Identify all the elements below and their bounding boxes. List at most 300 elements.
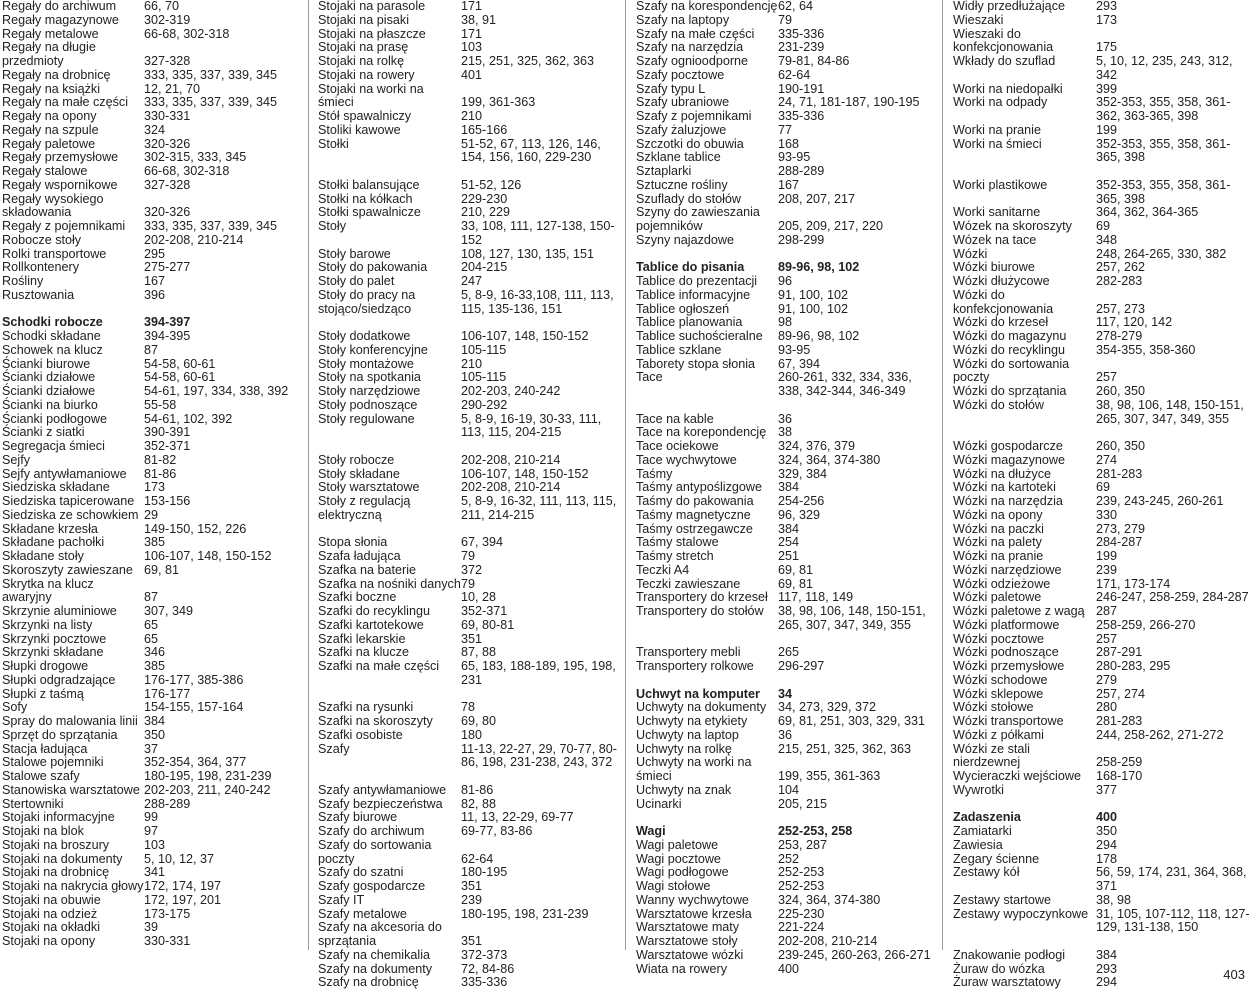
index-term: Taśmy stretch [636, 549, 714, 563]
index-term: Wózki podnoszące [953, 645, 1059, 660]
index-term: Wózki do sortowania poczty [953, 356, 1070, 385]
index-entry [2, 908, 302, 922]
index-pages: 302-319 [144, 12, 191, 27]
index-term: Szafy do sortowania poczty [318, 837, 432, 866]
index-pages: 244, 258-262, 271-272 [1096, 727, 1224, 742]
index-pages: 171 [461, 0, 483, 13]
index-term: Wózki dłużycowe [953, 274, 1050, 288]
index-pages: 67, 394 [778, 356, 821, 371]
index-term: Szafki kartotekowe [318, 617, 424, 632]
index-entry [953, 330, 1248, 344]
index-entry [636, 509, 936, 523]
index-entry [2, 14, 302, 28]
index-pages: 327-328 [144, 177, 191, 192]
index-pages: 324, 376, 379 [778, 439, 856, 453]
index-term: Siedziska ze schowkiem [2, 507, 139, 522]
index-term: Uchwyty na etykiety [636, 714, 748, 728]
index-entry [318, 619, 618, 633]
index-entry [2, 468, 302, 482]
index-pages: 165-166 [461, 122, 508, 137]
index-term: Regały przemysłowe [2, 150, 119, 165]
index-pages: 298-299 [778, 232, 825, 247]
index-pages: 294 [1096, 975, 1118, 990]
index-entry [636, 41, 936, 55]
index-pages: 173 [144, 480, 166, 495]
index-pages: 81-86 [144, 466, 177, 481]
index-pages: 372-373 [461, 947, 508, 962]
index-pages: 208, 207, 217 [778, 191, 856, 206]
index-pages: 279 [1096, 672, 1118, 687]
index-entry [318, 921, 618, 949]
index-entry [2, 550, 302, 564]
index-entry [636, 151, 936, 165]
index-entry [636, 179, 936, 193]
index-term: Zamiatarki [953, 824, 1012, 838]
index-entry [636, 591, 936, 605]
index-term: Worki na odpady [953, 95, 1048, 110]
index-pages: 290-292 [461, 397, 508, 412]
index-term: Tablice do pisania [636, 260, 745, 275]
index-entry [2, 536, 302, 550]
index-entry [2, 715, 302, 729]
index-entry [318, 55, 618, 69]
index-pages: 62, 64 [778, 0, 814, 13]
index-term: Szczotki do obuwia [636, 136, 744, 151]
index-pages: 69, 81 [144, 562, 180, 577]
index-entry [2, 248, 302, 262]
index-pages: 96, 329 [778, 507, 821, 522]
index-pages: 54-58, 60-61 [144, 370, 216, 385]
index-term: Szafy na drobnicę [318, 975, 419, 990]
index-pages: 352-371 [144, 439, 191, 453]
index-term: Wózek na skoroszyty [953, 219, 1072, 233]
index-pages: 324, 364, 374-380 [778, 892, 881, 907]
index-entry [318, 976, 618, 990]
index-pages: 202-208, 210-214 [144, 232, 244, 247]
index-term: Skrzynie aluminiowe [2, 604, 117, 618]
index-pages: 89-96, 98, 102 [778, 260, 860, 275]
index-pages: 280-283, 295 [1096, 659, 1171, 673]
index-term: Szafy antywłamaniowe [318, 782, 447, 797]
index-entry [318, 275, 618, 289]
index-entry [318, 481, 618, 495]
index-term: Regały stalowe [2, 164, 88, 178]
index-entry [2, 151, 302, 165]
index-entry [953, 646, 1248, 660]
index-entry [318, 454, 618, 468]
index-pages: 385 [144, 535, 166, 550]
index-entry [2, 289, 302, 303]
index-term: Stoły robocze [318, 452, 395, 467]
index-entry [2, 578, 302, 606]
index-entry [2, 454, 302, 468]
index-entry [953, 55, 1248, 83]
index-pages: 333, 335, 337, 339, 345 [144, 67, 278, 82]
index-term: Szafy na korespondencję [636, 0, 778, 13]
index-entry [318, 880, 618, 894]
index-entry [2, 674, 302, 688]
index-term: Sprzęt do sprzątania [2, 727, 118, 742]
index-pages: 248, 264-265, 330, 382 [1096, 246, 1227, 261]
index-entry [318, 468, 618, 482]
index-pages: 38, 98, 106, 148, 150-151, 265, 307, 347, 349, 355 [778, 604, 926, 632]
index-entry [2, 165, 302, 179]
index-term: Wózki transportowe [953, 714, 1064, 728]
index-term: Ucinarki [636, 796, 682, 811]
index-pages: 205, 215 [778, 796, 828, 811]
index-pages: 171, 173-174 [1096, 576, 1171, 591]
index-pages: 96 [778, 274, 793, 288]
index-pages: 38, 91 [461, 12, 497, 27]
index-term: Wózki na narzędzia [953, 494, 1063, 508]
index-term: Skoroszyty zawieszane [2, 562, 133, 577]
index-entry [953, 633, 1248, 647]
index-term: Stanowiska warsztatowe [2, 782, 140, 797]
index-entry [953, 509, 1248, 523]
index-entry [953, 358, 1248, 386]
index-pages: 229-230 [461, 191, 508, 206]
index-entry [318, 344, 618, 358]
index-term: Szafy na akcesoria do sprzątania [318, 920, 442, 948]
index-entry [953, 688, 1248, 702]
index-term: Tace wychwytowe [636, 452, 737, 467]
index-entry [2, 756, 302, 770]
index-pages: 99 [144, 810, 159, 825]
index-pages: 335-336 [778, 26, 825, 41]
index-term: Szafy typu L [636, 81, 706, 96]
section-gap [636, 674, 936, 688]
index-pages: 324 [144, 122, 166, 137]
index-entry [318, 110, 618, 124]
index-term: Uchwyty na laptop [636, 727, 739, 742]
index-entry [636, 234, 936, 248]
index-entry [2, 866, 302, 880]
index-pages: 265 [778, 645, 800, 660]
index-entry [2, 234, 302, 248]
index-pages: 65, 183, 188-189, 195, 198, 231 [461, 659, 616, 687]
index-term: Składane krzesła [2, 521, 98, 536]
index-entry [953, 523, 1248, 537]
index-term: Szafy na dokumenty [318, 961, 433, 976]
index-entry [318, 179, 618, 193]
index-term: Ścianki działowe [2, 370, 96, 385]
index-term: Składane pachołki [2, 535, 105, 550]
index-pages: 69, 81 [778, 562, 814, 577]
index-entry [2, 729, 302, 743]
index-term: Szafki boczne [318, 590, 397, 605]
index-pages: 190-191 [778, 81, 825, 96]
index-pages: 66, 70 [144, 0, 180, 13]
index-term: Szafy ubraniowe [636, 95, 730, 110]
index-term: Szafy na laptopy [636, 12, 730, 27]
index-entry [318, 605, 618, 619]
index-term: Regały na drobnicę [2, 67, 111, 82]
index-term: Regały wspornikowe [2, 177, 118, 192]
index-pages: 106-107, 148, 150-152 [144, 549, 272, 563]
index-pages: 65 [144, 617, 159, 632]
index-term: Wózki do sprzątania [953, 384, 1067, 398]
index-pages: 385 [144, 659, 166, 673]
index-column-1 [2, 0, 302, 949]
index-entry [318, 591, 618, 605]
index-term: Sejfy antywłamaniowe [2, 466, 127, 481]
index-pages: 89-96, 98, 102 [778, 329, 860, 343]
index-entry [318, 124, 618, 138]
index-term: Regały magazynowe [2, 12, 119, 27]
index-pages: 39 [144, 920, 159, 935]
index-term: Taśmy antypoślizgowe [636, 480, 762, 495]
index-entry [953, 138, 1248, 179]
index-pages: 282-283 [1096, 274, 1143, 288]
index-entry [2, 96, 302, 110]
index-pages: 352-371 [461, 604, 508, 618]
index-term: Taborety stopa słonia [636, 356, 756, 371]
index-term: Stertowniki [2, 796, 64, 811]
index-term: Stojaki na płaszcze [318, 26, 426, 41]
index-term: Stojaki na rowery [318, 67, 415, 82]
index-pages: 54-61, 197, 334, 338, 392 [144, 384, 289, 398]
index-term: Stoły regulowane [318, 411, 415, 426]
index-term: Wózki biurowe [953, 260, 1035, 275]
index-entry [636, 495, 936, 509]
index-pages: 202-208, 210-214 [778, 934, 878, 948]
index-pages: 296-297 [778, 659, 825, 673]
index-pages: 221-224 [778, 920, 825, 935]
index-entry [318, 784, 618, 798]
index-pages: 350 [1096, 824, 1118, 838]
index-pages: 251 [778, 549, 800, 563]
index-entry [636, 193, 936, 207]
index-pages: 36 [778, 411, 793, 426]
index-entry [318, 536, 618, 550]
index-pages: 91, 100, 102 [778, 287, 849, 302]
index-term: Wieszaki do konfekcjonowania [953, 26, 1054, 55]
index-pages: 352-353, 355, 358, 361-365, 398 [1096, 136, 1231, 165]
index-term: Skrzynki składane [2, 645, 104, 660]
index-pages: 335-336 [778, 109, 825, 123]
index-term: Regały do archiwum [2, 0, 117, 13]
index-pages: 384 [778, 521, 800, 536]
index-pages: 350 [144, 727, 166, 742]
index-term: Sztuczne rośliny [636, 177, 728, 192]
index-pages: 175 [1096, 40, 1118, 55]
index-pages: 288-289 [778, 164, 825, 178]
index-term: Szafy biurowe [318, 810, 398, 825]
index-pages: 67, 394 [461, 535, 504, 550]
index-entry [953, 949, 1248, 963]
index-entry [953, 963, 1248, 977]
index-pages: 117, 118, 149 [778, 590, 854, 605]
index-entry [636, 523, 936, 537]
index-entry [318, 963, 618, 977]
index-term: Wkłady do szuflad [953, 54, 1056, 68]
index-entry [636, 358, 936, 372]
index-pages: 5, 10, 12, 37 [144, 851, 215, 866]
index-pages: 87 [144, 590, 159, 605]
index-term: Schodki robocze [2, 315, 103, 330]
index-pages: 54-61, 102, 392 [144, 411, 233, 426]
index-pages: 173 [1096, 12, 1118, 27]
index-entry [2, 880, 302, 894]
index-entry [636, 316, 936, 330]
index-entry [953, 385, 1248, 399]
index-pages: 210 [461, 356, 483, 371]
index-term: Szafki osobiste [318, 727, 403, 742]
index-entry [636, 756, 936, 784]
index-pages: 327-328 [144, 54, 191, 68]
index-term: Szafy IT [318, 892, 365, 907]
index-term: Ścianki podłogowe [2, 411, 108, 426]
index-pages: 5, 8-9, 16-33,108, 111, 113, 115, 135-136, 151 [461, 287, 614, 316]
index-entry [953, 839, 1248, 853]
index-pages: 202-208, 210-214 [461, 452, 561, 467]
index-term: Worki na niedopałki [953, 81, 1063, 96]
index-term: Segregacja śmieci [2, 439, 105, 453]
index-entry [953, 28, 1248, 56]
index-term: Uchwyt na komputer [636, 686, 760, 701]
index-term: Stalowe szafy [2, 769, 80, 783]
index-entry [636, 303, 936, 317]
index-entry [636, 963, 936, 977]
index-term: Szafy do archiwum [318, 824, 425, 838]
index-entry [953, 894, 1248, 908]
index-pages: 69 [1096, 219, 1111, 233]
index-term: Regały metalowe [2, 26, 99, 41]
index-entry [636, 206, 936, 234]
index-entry [636, 289, 936, 303]
index-term: Uchwyty na znak [636, 782, 732, 797]
index-term: Wózki do konfekcjonowania [953, 287, 1054, 316]
index-term: Wózki z półkami [953, 727, 1044, 742]
index-term: Stojaki na nakrycia głowy [2, 879, 144, 893]
index-term: Zadaszenia [953, 810, 1021, 825]
index-pages: 257, 273 [1096, 301, 1146, 316]
index-entry [953, 83, 1248, 97]
index-entry [318, 206, 618, 220]
index-entry [2, 564, 302, 578]
index-pages: 106-107, 148, 150-152 [461, 329, 589, 343]
index-entry [318, 949, 618, 963]
index-entry [318, 193, 618, 207]
index-pages: 153-156 [144, 494, 191, 508]
index-pages: 324, 364, 374-380 [778, 452, 881, 467]
index-pages: 24, 71, 181-187, 190-195 [778, 95, 920, 110]
index-entry [953, 344, 1248, 358]
index-entry [953, 550, 1248, 564]
index-pages: 320-326 [144, 205, 191, 220]
index-term: Sztaplarki [636, 164, 692, 178]
index-term: Stojaki na prasę [318, 40, 409, 55]
index-term: Stoły dodatkowe [318, 329, 411, 343]
index-entry [636, 454, 936, 468]
index-pages: 38, 98 [1096, 892, 1132, 907]
section-gap [636, 248, 936, 262]
index-pages: 295 [144, 246, 166, 261]
index-term: Rusztowania [2, 287, 75, 302]
index-pages: 11, 13, 22-29, 69-77 [461, 810, 574, 825]
index-pages: 274 [1096, 452, 1118, 467]
index-term: Szafy bezpieczeństwa [318, 796, 443, 811]
index-entry [953, 96, 1248, 124]
index-entry [318, 646, 618, 660]
index-pages: 34 [778, 686, 793, 701]
index-term: Wywrotki [953, 782, 1004, 797]
index-entry [318, 399, 618, 413]
index-entry [953, 179, 1248, 207]
index-term: Szafki na klucze [318, 645, 409, 660]
index-entry [636, 28, 936, 42]
index-entry [2, 481, 302, 495]
index-pages: 239-245, 260-263, 266-271 [778, 947, 931, 962]
index-pages: 93-95 [778, 150, 811, 165]
index-term: Stoły warsztatowe [318, 480, 420, 495]
index-term: Szafki na małe części [318, 659, 440, 673]
index-term: Stoły konferencyjne [318, 342, 428, 357]
index-pages: 178 [1096, 851, 1118, 866]
index-entry [2, 523, 302, 537]
index-term: Wózki na paczki [953, 521, 1044, 536]
index-entry [953, 674, 1248, 688]
index-entry [953, 825, 1248, 839]
index-entry [318, 866, 618, 880]
index-pages: 257, 274 [1096, 686, 1146, 701]
index-entry [636, 426, 936, 440]
index-term: Stołki spawalnicze [318, 205, 421, 220]
index-pages: 199 [1096, 549, 1118, 563]
index-entry [636, 715, 936, 729]
index-entry [2, 399, 302, 413]
index-entry [318, 660, 618, 701]
index-entry [2, 193, 302, 221]
index-term: Wózki na pranie [953, 549, 1044, 563]
index-pages: 69, 81 [778, 576, 814, 591]
index-term: Warsztatowe wózki [636, 947, 744, 962]
index-term: Tablice do prezentacji [636, 274, 758, 288]
index-term: Szafy metalowe [318, 906, 407, 921]
index-entry [2, 853, 302, 867]
index-pages: 10, 28 [461, 590, 497, 605]
index-pages: 199 [1096, 122, 1118, 137]
index-pages: 330-331 [144, 934, 191, 948]
index-pages: 5, 8-9, 16-32, 111, 113, 115, 211, 214-215 [461, 494, 617, 522]
index-pages: 202-203, 211, 240-242 [144, 782, 271, 797]
index-pages: 204-215 [461, 260, 508, 275]
index-pages: 5, 10, 12, 235, 243, 312, 342 [1096, 54, 1233, 82]
index-column-3 [636, 0, 936, 976]
index-term: Szafy na narzędzia [636, 40, 744, 55]
index-pages: 81-86 [461, 782, 494, 797]
index-pages: 260, 350 [1096, 384, 1146, 398]
index-term: Wanny wychwytowe [636, 892, 749, 907]
index-entry [2, 344, 302, 358]
index-term: Rolki transportowe [2, 246, 107, 261]
index-term: Szafki do recyklingu [318, 604, 430, 618]
index-pages: 105-115 [461, 342, 507, 357]
index-entry [2, 179, 302, 193]
index-entry [318, 69, 618, 83]
index-term: Taśmy ostrzegawcze [636, 521, 753, 536]
index-entry [2, 688, 302, 702]
index-term: Taśmy magnetyczne [636, 507, 751, 522]
index-pages: 254-256 [778, 494, 825, 508]
index-term: Worki sanitarne [953, 205, 1041, 220]
index-entry [2, 935, 302, 949]
index-pages: 329, 384 [778, 466, 828, 481]
index-pages: 239, 243-245, 260-261 [1096, 494, 1224, 508]
index-term: Siedziska tapicerowane [2, 494, 135, 508]
index-term: Szafy [318, 741, 350, 756]
index-term: Tablice informacyjne [636, 287, 751, 302]
